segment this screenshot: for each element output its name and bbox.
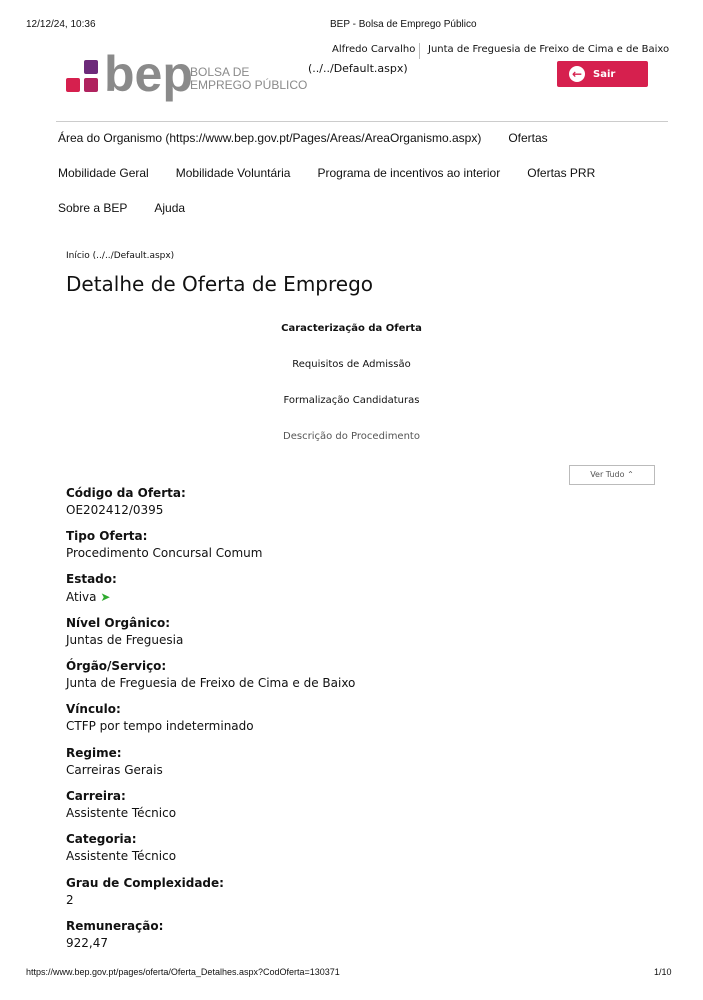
logo-subtitle: BOLSA DE EMPREGO PÚBLICO bbox=[190, 65, 308, 92]
field-label: Nível Orgânico: bbox=[66, 616, 171, 630]
field-value: CTFP por tempo indeterminado bbox=[66, 719, 254, 733]
field-label: Código da Oferta: bbox=[66, 486, 186, 500]
organization-name: Junta de Freguesia de Freixo de Cima e de Baixo bbox=[428, 44, 670, 55]
field-label: Categoria: bbox=[66, 832, 137, 846]
tab-formalizacao[interactable]: Formalização Candidaturas bbox=[283, 395, 420, 406]
header-divider bbox=[56, 121, 668, 122]
field-value: OE202412/0395 bbox=[66, 503, 164, 517]
field-label: Grau de Complexidade: bbox=[66, 876, 224, 890]
user-name[interactable]: Alfredo Carvalho bbox=[332, 44, 416, 55]
nav-area-organismo[interactable]: Área do Organismo (https://www.bep.gov.pt/Pages/Areas/AreaOrganismo.aspx) bbox=[58, 131, 482, 145]
nav-ofertas-prr[interactable]: Ofertas PRR bbox=[527, 166, 596, 180]
field-value: 2 bbox=[66, 893, 74, 907]
active-arrow-icon: ➤ bbox=[100, 590, 111, 604]
field-label: Órgão/Serviço: bbox=[66, 659, 167, 673]
page-title: Detalhe de Oferta de Emprego bbox=[66, 272, 374, 296]
nav-mobilidade-voluntaria[interactable]: Mobilidade Voluntária bbox=[175, 166, 291, 180]
field-label: Tipo Oferta: bbox=[66, 529, 148, 543]
print-datetime: 12/12/24, 10:36 bbox=[26, 19, 96, 30]
field-label: Vínculo: bbox=[66, 702, 121, 716]
print-page-number: 1/10 bbox=[654, 967, 672, 977]
field-value: Assistente Técnico bbox=[66, 849, 177, 863]
field-label: Estado: bbox=[66, 572, 117, 586]
logo-mark bbox=[66, 60, 100, 94]
field-label: Carreira: bbox=[66, 789, 126, 803]
field-value: Junta de Freguesia de Freixo de Cima e de Baixo bbox=[66, 676, 356, 690]
logout-button[interactable]: ← Sair bbox=[557, 61, 648, 87]
field-value: 922,47 bbox=[66, 936, 108, 950]
nav-mobilidade-geral[interactable]: Mobilidade Geral bbox=[58, 166, 149, 180]
tab-requisitos[interactable]: Requisitos de Admissão bbox=[292, 359, 411, 370]
print-footer-url: https://www.bep.gov.pt/pages/oferta/Oferta_Detalhes.aspx?CodOferta=130371 bbox=[26, 967, 340, 977]
logo-text[interactable]: bep bbox=[104, 46, 193, 102]
home-link[interactable]: (../../Default.aspx) bbox=[308, 62, 408, 75]
field-value: Procedimento Concursal Comum bbox=[66, 546, 263, 560]
nav-ajuda[interactable]: Ajuda bbox=[154, 201, 186, 215]
logout-icon: ← bbox=[569, 66, 585, 82]
print-title: BEP - Bolsa de Emprego Público bbox=[330, 19, 477, 30]
tab-caracterizacao[interactable]: Caracterização da Oferta bbox=[281, 323, 422, 334]
toggle-all-button[interactable]: Ver Tudo ⌃ bbox=[569, 465, 655, 485]
status-value: Ativa ➤ bbox=[66, 590, 111, 604]
breadcrumb[interactable]: Início (../../Default.aspx) bbox=[66, 251, 175, 261]
divider bbox=[419, 43, 420, 59]
nav-ofertas[interactable]: Ofertas bbox=[508, 131, 548, 145]
field-value: Carreiras Gerais bbox=[66, 763, 163, 777]
main-nav bbox=[58, 128, 658, 218]
field-label: Remuneração: bbox=[66, 919, 164, 933]
field-value: Assistente Técnico bbox=[66, 806, 177, 820]
field-value: Juntas de Freguesia bbox=[66, 633, 184, 647]
nav-sobre[interactable]: Sobre a BEP bbox=[58, 201, 128, 215]
tab-descricao[interactable]: Descrição do Procedimento bbox=[283, 431, 420, 442]
nav-programa-incentivos[interactable]: Programa de incentivos ao interior bbox=[317, 166, 501, 180]
field-label: Regime: bbox=[66, 746, 122, 760]
